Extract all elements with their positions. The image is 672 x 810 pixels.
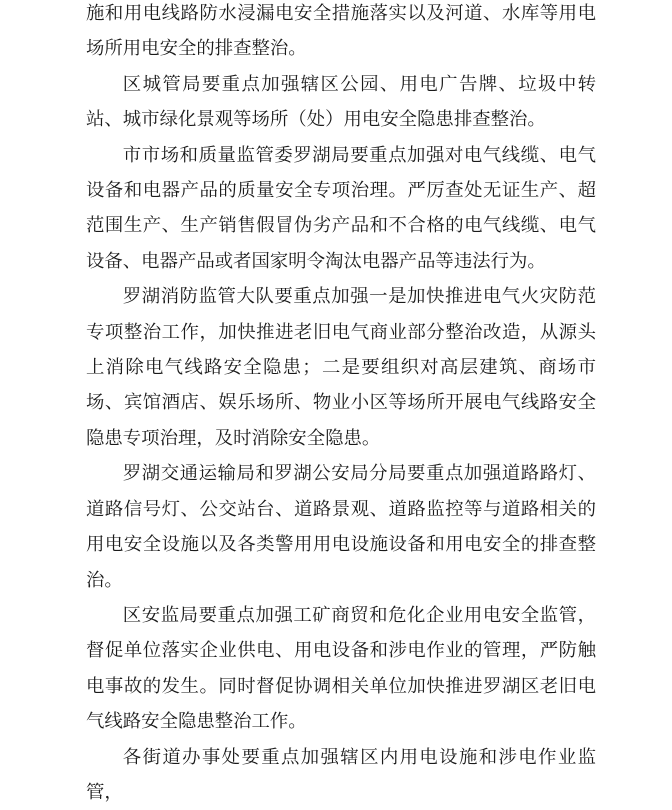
document-body (86, 0, 596, 810)
paragraph-subdistrict-offices: 各街道办事处要重点加强辖区内用电设施和涉电作业监管， (86, 746, 596, 803)
paragraph-urban-management: 区城管局要重点加强辖区公园、用电广告牌、垃圾中转站、城市绿化景观等场所（处）用电安全隐患排查整治。 (86, 73, 596, 131)
paragraph-market-quality: 市市场和质量监管委罗湖局要重点加强对电气线缆、电气设备和电器产品的质量安全专项治理。严厉查处无证生产、超范围生产、生产销售假冒伪劣产品和不合格的电气线缆、电气设备、电器产品或者国家明令淘汰电器产品等违法行为。 (86, 144, 596, 272)
paragraph-safety-supervision: 区安监局要重点加强工矿商贸和危化企业用电安全监管，督促单位落实企业供电、用电设备和涉电作业的管理，严防触电事故的发生。同时督促协调相关单位加快推进罗湖区老旧电气线路安全隐患整治工作。 (86, 604, 596, 733)
paragraph-transport-police: 罗湖交通运输局和罗湖公安局分局要重点加强道路路灯、道路信号灯、公交站台、道路景观、道路监控等与道路相关的用电安全设施以及各类警用用电设施设备和用电安全的排查整治。 (86, 463, 596, 591)
paragraph-fire-supervision: 罗湖消防监管大队要重点加强一是加快推进电气火灾防范专项整治工作，加快推进老旧电气商业部分整治改造，从源头上消除电气线路安全隐患；二是要组织对高层建筑、商场市场、宾馆酒店、娱乐场所、物业小区等场所开展电气线路安全隐患专项治理，及时消除安全隐患。 (86, 286, 596, 449)
paragraph-continuation: 施和用电线路防水浸漏电安全措施落实以及河道、水库等用电场所用电安全的排查整治。 (86, 3, 596, 60)
